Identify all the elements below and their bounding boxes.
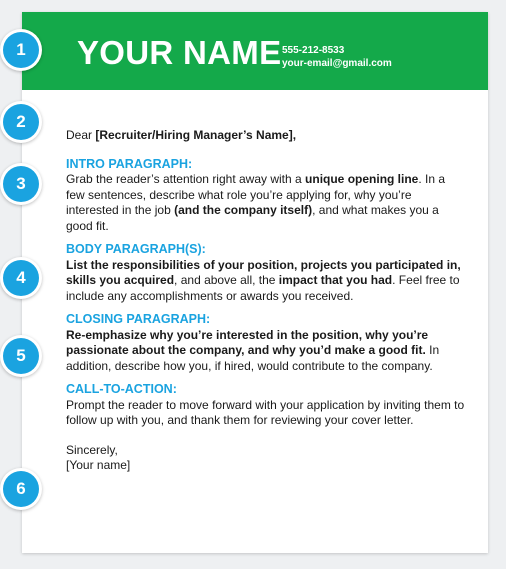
closing-heading: CLOSING PARAGRAPH: — [66, 312, 211, 326]
step-badge-1: 1 — [3, 32, 39, 68]
closing-bold-1: Re-emphasize why you’re interested in the position, why you’re passionate about the company, and why you’d make a good fit. — [66, 327, 429, 357]
intro-text-3: , and what makes you a good fit. — [66, 203, 439, 233]
body-bold-1: List the responsibilities of your position, projects you participated in, skills you acquired — [66, 257, 461, 287]
intro-section — [66, 157, 466, 235]
cta-text: Prompt the reader to move forward with your application by inviting them to follow up with you, and thank them for reviewing your cover letter. — [66, 397, 465, 427]
body-section — [66, 242, 466, 304]
closing-section — [66, 312, 466, 374]
step-badge-4: 4 — [3, 260, 39, 296]
body-bold-2: impact that you had — [278, 273, 393, 287]
salutation-name: [Recruiter/Hiring Manager’s Name], — [95, 128, 297, 142]
closing-text — [66, 328, 466, 375]
email-address: your-email@gmail.com — [282, 58, 392, 69]
closing-text-1: In addition, describe how you, if hired, would contribute to the company. — [66, 343, 440, 373]
cta-section — [66, 382, 466, 429]
contact-info — [282, 44, 392, 70]
intro-text-2: . In a few sentences, describe what role you’re applying for, why you’re interested in the job — [66, 172, 446, 217]
step-badge-5: 5 — [3, 338, 39, 374]
body-heading: BODY PARAGRAPH(S): — [66, 242, 206, 256]
intro-bold-2: (and the company itself) — [174, 203, 313, 217]
intro-text — [66, 172, 466, 234]
step-badge-6: 6 — [3, 471, 39, 507]
intro-heading: INTRO PARAGRAPH: — [66, 156, 193, 171]
body-text — [66, 258, 466, 305]
intro-text-1: Grab the reader’s attention right away with a — [66, 172, 306, 186]
cta-heading: CALL-TO-ACTION: — [66, 382, 177, 396]
letter-body — [66, 128, 466, 482]
signature-name: [Your name] — [66, 458, 131, 472]
applicant-name: YOUR NAME — [77, 34, 282, 71]
cover-letter-page — [22, 12, 488, 553]
header-banner — [22, 12, 488, 90]
salutation-prefix: Dear — [66, 128, 96, 142]
signoff-line: Sincerely, — [66, 442, 118, 457]
step-badge-3: 3 — [3, 166, 39, 202]
salutation — [66, 128, 466, 144]
intro-bold-1: unique opening line — [305, 172, 419, 186]
signoff-section — [66, 443, 466, 474]
phone-number: 555-212-8533 — [282, 45, 345, 56]
step-badge-2: 2 — [3, 104, 39, 140]
body-text-2: . Feel free to include any accomplishments or awards you received. — [66, 273, 460, 303]
body-text-1: , and above all, the — [174, 273, 279, 287]
